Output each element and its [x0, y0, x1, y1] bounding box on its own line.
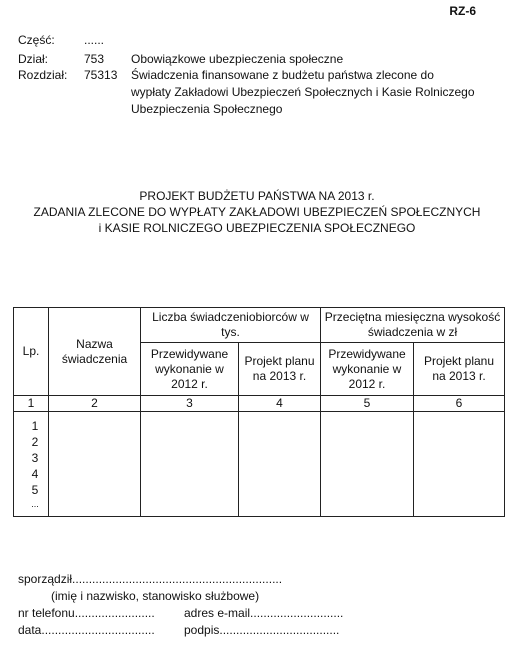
header-projekt-planu-2: Projekt planu na 2013 r. — [414, 343, 505, 396]
header-przewidywane-wykonanie-1: Przewidywane wykonanie w 2012 r. — [141, 343, 239, 396]
signature-field[interactable]: podpis.................................... — [184, 623, 340, 637]
date-field[interactable]: data.................................. — [18, 623, 155, 637]
dzial-label: Dział: — [18, 52, 49, 66]
budget-table — [13, 307, 505, 517]
column-number: 4 — [239, 396, 321, 412]
table-body-row — [14, 412, 505, 517]
row-number: 4 — [31, 467, 39, 481]
cell-wysokosc-wykonanie[interactable] — [321, 412, 414, 517]
cell-liczba-wykonanie[interactable] — [141, 412, 239, 517]
rozdzial-label: Rozdział: — [18, 68, 68, 82]
title-line-1: PROJEKT BUDŻETU PAŃSTWA NA 2013 r. — [139, 189, 375, 203]
column-number: 3 — [141, 396, 239, 412]
header-liczba-swiadczeniobiorcow: Liczba świadczeniobiorców w tys. — [141, 308, 321, 343]
column-number: 1 — [14, 396, 49, 412]
rozdzial-text-line-3: Ubezpieczenia Społecznego — [131, 102, 283, 116]
header-projekt-planu-1: Projekt planu na 2013 r. — [239, 343, 321, 396]
column-number: 6 — [414, 396, 505, 412]
cell-wysokosc-projekt[interactable] — [414, 412, 505, 517]
column-number: 2 — [49, 396, 141, 412]
title-line-3: i KASIE ROLNICZEGO UBEZPIECZENIA SPOŁECZNEGO — [98, 221, 416, 235]
header-nazwa-swiadczenia: Nazwa świadczenia — [49, 308, 141, 396]
header-lp: Lp. — [14, 308, 49, 396]
rozdzial-text-line-2: wypłaty Zakładowi Ubezpieczeń Społecznych i Kasie Rolniczego — [131, 85, 475, 99]
cell-nazwa[interactable] — [49, 412, 141, 517]
title-line-2: ZADANIA ZLECONE DO WYPŁATY ZAKŁADOWI UBEZPIECZEŃ SPOŁECZNYCH — [33, 205, 481, 219]
czesc-label: Część: — [18, 33, 55, 47]
email-field[interactable]: adres e-mail............................ — [184, 606, 344, 620]
row-number: 5 — [31, 483, 39, 497]
dzial-text: Obowiązkowe ubezpieczenia społeczne — [131, 52, 344, 66]
dzial-number: 753 — [84, 52, 105, 66]
header-przecietna-wysokosc: Przeciętna miesięczna wysokość świadczenia w zł — [321, 308, 505, 343]
form-code: RZ-6 — [449, 4, 476, 18]
rozdzial-text-line-1: Świadczenia finansowane z budżetu państwa zlecone do — [131, 68, 434, 82]
row-ellipsis: ... — [31, 499, 39, 509]
cell-liczba-projekt[interactable] — [239, 412, 321, 517]
document-title — [0, 188, 514, 236]
rozdzial-number: 75313 — [84, 68, 118, 82]
phone-field[interactable]: nr telefonu........................ — [18, 606, 155, 620]
row-number-list — [14, 412, 49, 517]
row-number: 2 — [31, 435, 39, 449]
row-number: 1 — [31, 419, 39, 433]
czesc-value: ...... — [84, 33, 105, 47]
column-number: 5 — [321, 396, 414, 412]
header-przewidywane-wykonanie-2: Przewidywane wykonanie w 2012 r. — [321, 343, 414, 396]
sporzadzil-note: (imię i nazwisko, stanowisko służbowe) — [51, 589, 260, 603]
sporzadzil-field[interactable]: sporządził............................................................... — [18, 572, 283, 586]
row-number: 3 — [31, 451, 39, 465]
column-number-row — [14, 396, 505, 412]
